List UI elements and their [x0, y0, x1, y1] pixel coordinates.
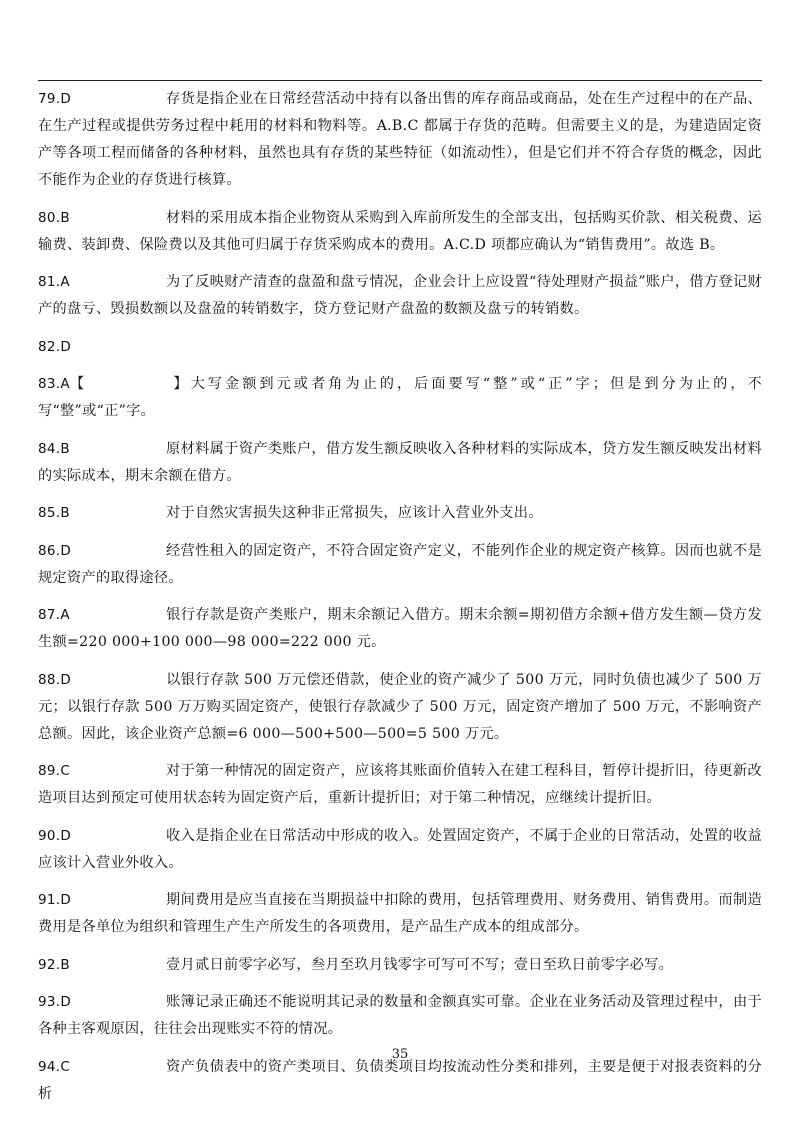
answer-list [38, 86, 762, 1118]
answer-explanation: 存货是指企业在日常经营活动中持有以备出售的库存商品或商品，处在生产过程中的在产品、在生产过程或提供劳务过程中耗用的材料和物料等。A.B.C 都属于存货的范畴。但需要主义的是，为建造固定资产等各项工程而储备的各种材料，虽然也具有存货的某些特征（如流动性），但是它们并不符合存货的概念，因此不能作为企业的存货进行核算。 [38, 91, 762, 188]
answer-number: 82.D [38, 338, 72, 355]
answer-number: 93.D [38, 994, 72, 1010]
answer-entry [38, 887, 762, 941]
answer-entry [38, 436, 762, 490]
answer-explanation: 银行存款是资产类账户，期末余额记入借方。期末余额=期初借方余额+借方发生额—贷方发生额=220 000+100 000—98 000=222 000 元。 [38, 607, 762, 650]
answer-entry [38, 205, 762, 259]
answer-number: 91.D [38, 892, 72, 908]
page-number: 35 [391, 1047, 409, 1062]
answer-number: 89.C [38, 763, 71, 779]
answer-explanation: 经营性租入的固定资产，不符合固定资产定义，不能列作企业的规定资产核算。因而也就不是规定资产的取得途径。 [38, 542, 762, 586]
empty-bracket [70, 371, 188, 398]
answer-explanation: 账簿记录正确还不能说明其记录的数量和金额真实可靠。企业在业务活动及管理过程中，由于各种主客观原因，往往会出现账实不符的情况。 [38, 994, 762, 1037]
answer-number: 86.D [38, 542, 72, 559]
answer-number: 84.B [38, 440, 70, 457]
answer-explanation: 期间费用是应当直接在当期损益中扣除的费用，包括管理费用、财务费用、销售费用。而制造费用是各单位为组织和管理生产生产所发生的各项费用，是产品生产成本的组成部分。 [38, 892, 762, 935]
answer-entry [38, 602, 762, 656]
answer-number: 92.B [38, 956, 70, 973]
answer-explanation: 材料的采用成本指企业物资从采购到入库前所发生的全部支出，包括购买价款、相关税费、运输费、装卸费、保险费以及其他可归属于存货采购成本的费用。A.C.D 项都应确认为“销售费用”。故选 B。 [38, 209, 762, 253]
answer-explanation: 收入是指企业在日常活动中形成的收入。处置固定资产，不属于企业的日常活动，处置的收益应该计入营业外收入。 [38, 827, 762, 871]
bracket-right: 】 [173, 376, 188, 392]
answer-explanation: 大写金额到元或者角为止的，后面要写“整”或“正”字；但是到分为止的，不写“整”或“正”字。 [38, 376, 762, 419]
answer-explanation: 为了反映财产清查的盘盈和盘亏情况，企业会计上应设置“待处理财产损益”账户，借方登记财产的盘亏、毁损数额以及盘盈的转销数字，贷方登记财产盘盈的数额及盘亏的转销数。 [38, 274, 762, 317]
answer-entry [38, 823, 762, 877]
answer-entry [38, 269, 762, 323]
header-rule [38, 80, 762, 81]
answer-entry [38, 334, 762, 361]
answer-number: 79.D [38, 91, 72, 107]
answer-explanation: 对于第一种情况的固定资产，应该将其账面价值转入在建工程科目，暂停计提折旧，待更新改造项目达到预定可使用状态转为固定资产后，重新计提折旧；对于第二种情况，应继续计提折旧。 [38, 763, 762, 806]
answer-entry [38, 86, 762, 194]
answer-explanation: 对于自然灾害损失这种非正常损失，应该计入营业外支出。 [166, 505, 543, 521]
answer-explanation: 资产负债表中的资产类项目、负债类项目均按流动性分类和排列，主要是便于对报表资料的分析 [38, 1058, 762, 1102]
answer-number: 87.A [38, 607, 70, 623]
answer-number: 88.D [38, 671, 72, 688]
answer-number: 94.C [38, 1058, 71, 1075]
answer-number: 80.B [38, 209, 70, 226]
answer-entry [38, 952, 762, 979]
answer-entry [38, 371, 762, 425]
answer-explanation: 以银行存款 500 万元偿还借款，使企业的资产减少了 500 万元，同时负债也减少了 500 万元；以银行存款 500 万万购买固定资产，使银行存款减少了 500 万元，固定资产增加了 500 万元，不影响资产总额。因此，该企业资产总额=6 000—500+500—500=5 500 万元。 [38, 671, 762, 742]
answer-entry [38, 538, 762, 592]
answer-number: 81.A [38, 274, 70, 290]
answer-entry [38, 989, 762, 1043]
answer-explanation: 壹月贰日前零字必写，叁月至玖月钱零字可写可不写；壹日至玖日前零字必写。 [166, 956, 674, 973]
answer-number: 83.A [38, 376, 70, 392]
bracket-left: 【 [69, 376, 85, 392]
answer-number: 90.D [38, 827, 72, 844]
answer-entry [38, 758, 762, 812]
answer-entry [38, 667, 762, 748]
answer-entry [38, 500, 762, 527]
answer-number: 85.B [38, 505, 70, 521]
answer-explanation: 原材料属于资产类账户，借方发生额反映收入各种材料的实际成本，贷方发生额反映发出材料的实际成本，期末余额在借方。 [38, 440, 762, 484]
